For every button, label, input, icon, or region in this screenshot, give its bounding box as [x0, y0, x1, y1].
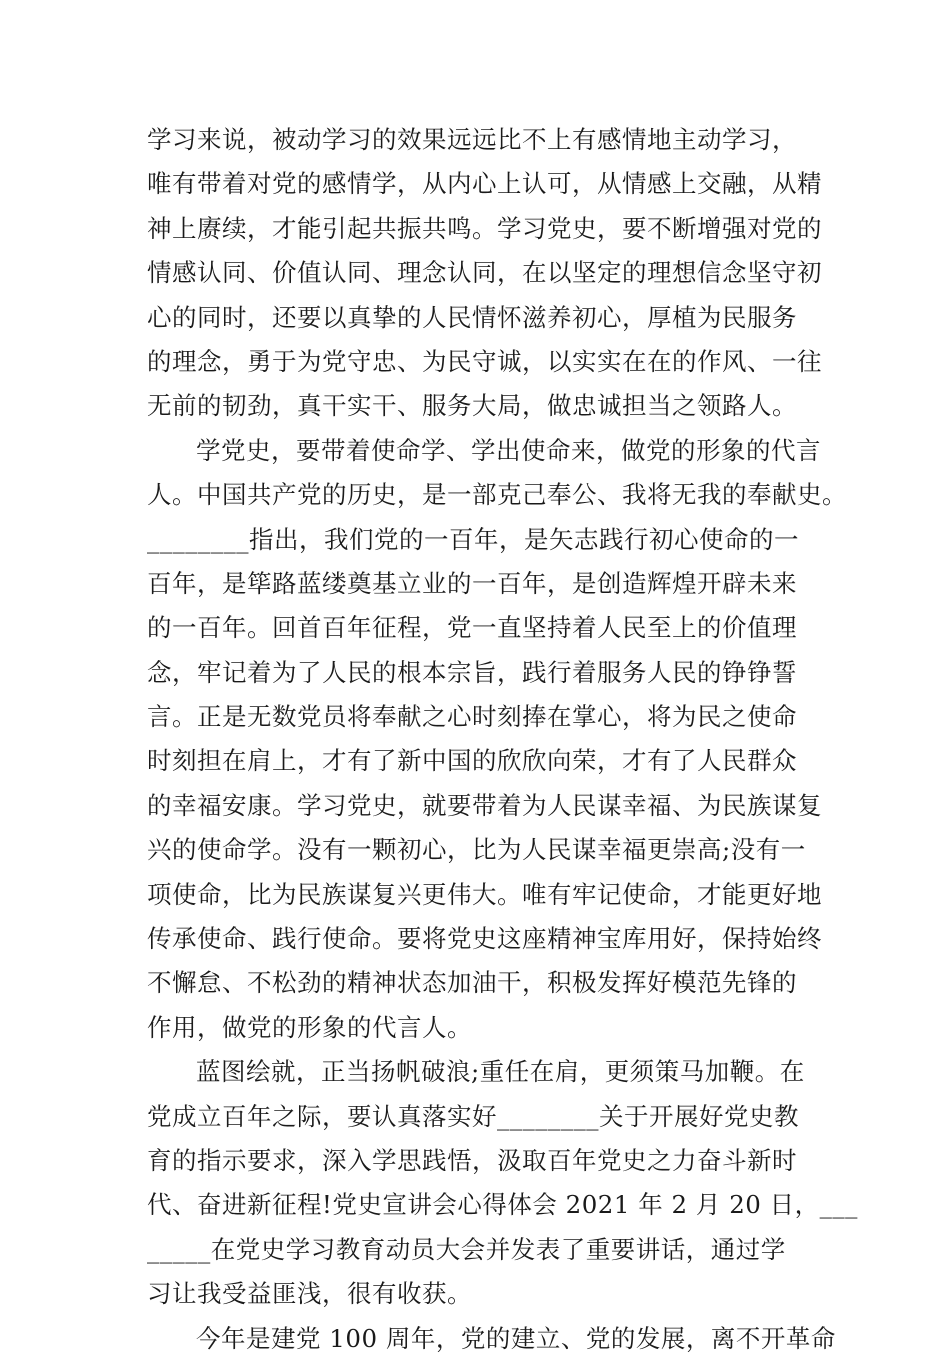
document-body — [147, 118, 858, 1361]
text-line: 兴的使命学。没有一颗初心，比为人民谋幸福更崇高;没有一 — [147, 835, 806, 865]
text-line: 作用，做党的形象的代言人。 — [147, 1012, 472, 1042]
text-line: 时刻担在肩上，才有了新中国的欣欣向荣，才有了人民群众 — [147, 746, 797, 776]
paragraph-start-line: 今年是建党 100 周年，党的建立、党的发展，离不开革命 — [196, 1323, 836, 1353]
text-line: 学习来说，被动学习的效果远远比不上有感情地主动学习， — [147, 125, 797, 154]
text-line: 念，牢记着为了人民的根本宗旨，践行着服务人民的铮铮誓 — [147, 657, 797, 687]
text-line: 情感认同、价值认同、理念认同，在以坚定的理想信念坚守初 — [147, 258, 822, 288]
text-line: 不懈怠、不松劲的精神状态加油干，积极发挥好模范先锋的 — [147, 968, 797, 998]
text-line: 神上赓续，才能引起共振共鸣。学习党史，要不断增强对党的 — [147, 213, 822, 243]
text-line: 言。正是无数党员将奉献之心时刻捧在掌心，将为民之使命 — [147, 702, 797, 732]
text-line: 的理念，勇于为党守忠、为民守诚，以实实在在的作风、一往 — [147, 346, 822, 376]
text-line: 的幸福安康。学习党史，就要带着为人民谋幸福、为民族谋复 — [147, 790, 822, 820]
text-line: 传承使命、践行使命。要将党史这座精神宝库用好，保持始终 — [147, 924, 822, 954]
paragraph-start-line: 学党史，要带着使命学、学出使命来，做党的形象的代言 — [196, 435, 821, 465]
text-line: 百年，是筚路蓝缕奠基立业的一百年，是创造辉煌开辟未来 — [147, 568, 797, 598]
text-line: 代、奋进新征程!党史宣讲会心得体会 2021 年 2 月 20 日，___ — [147, 1190, 858, 1220]
text-line: 习让我受益匪浅，很有收获。 — [147, 1279, 472, 1309]
text-line: ________指出，我们党的一百年，是矢志践行初心使命的一 — [147, 524, 799, 554]
text-line: _____在党史学习教育动员大会并发表了重要讲话，通过学 — [147, 1234, 786, 1264]
paragraph-start-line: 蓝图绘就，正当扬帆破浪;重任在肩，更须策马加鞭。在 — [196, 1057, 805, 1087]
text-line: 无前的韧劲，真干实干、服务大局，做忠诚担当之领路人。 — [147, 391, 797, 421]
text-line: 党成立百年之际，要认真落实好________关于开展好党史教 — [147, 1101, 799, 1131]
text-line: 心的同时，还要以真挚的人民情怀滋养初心，厚植为民服务 — [147, 302, 797, 332]
text-line: 项使命，比为民族谋复兴更伟大。唯有牢记使命，才能更好地 — [147, 879, 822, 909]
text-line: 唯有带着对党的感情学，从内心上认可，从情感上交融，从精 — [147, 169, 822, 199]
text-line: 育的指示要求，深入学思践悟，汲取百年党史之力奋斗新时 — [147, 1145, 797, 1175]
text-line: 人。中国共产党的历史，是一部克己奉公、我将无我的奉献史。 — [147, 480, 847, 510]
text-line: 的一百年。回首百年征程，党一直坚持着人民至上的价值理 — [147, 613, 797, 643]
